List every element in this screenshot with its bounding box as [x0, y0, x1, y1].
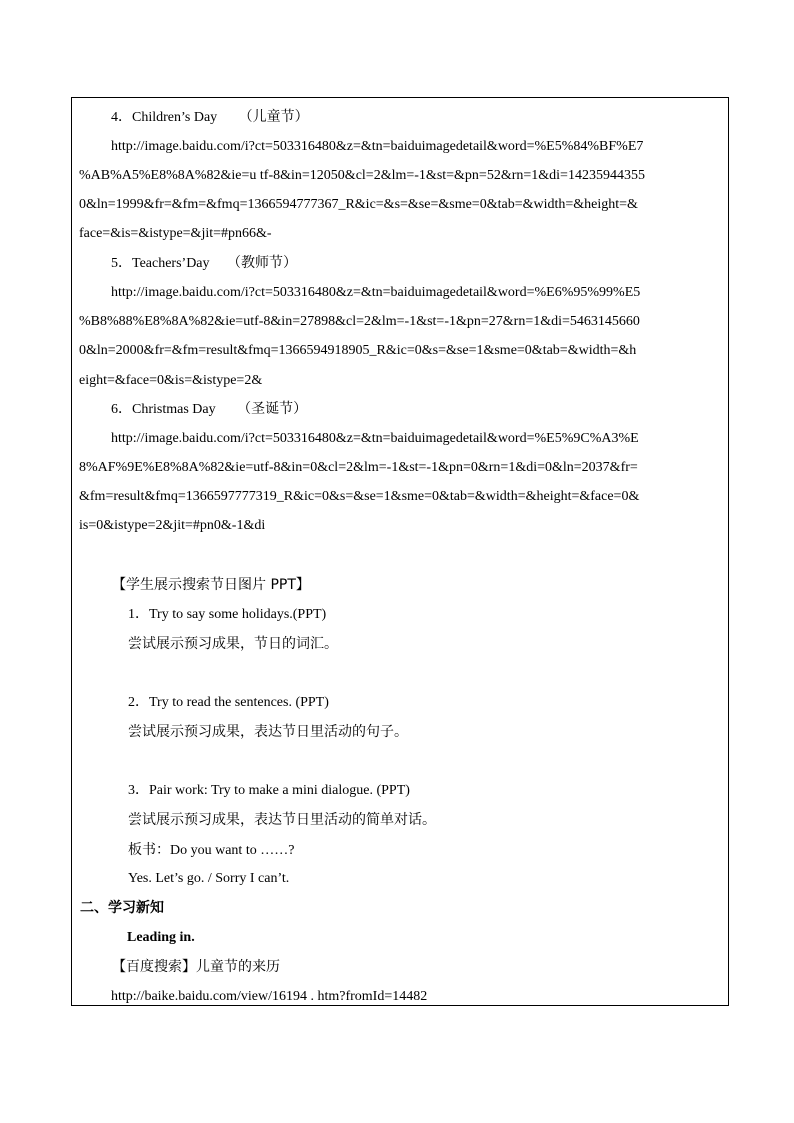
holiday-cn: （儿童节）	[238, 109, 309, 125]
holiday-cn: （圣诞节）	[237, 401, 308, 417]
board-label: 板书：	[128, 842, 170, 858]
holiday-heading	[111, 400, 307, 419]
url-line[interactable]: %AB%A5%E8%8A%82&ie=u tf-8&in=12050&cl=2&lm=-1&st=&pn=52&rn=1&di=14235944355	[79, 168, 645, 183]
url-line[interactable]: http://image.baidu.com/i?ct=503316480&z=&tn=baiduimagedetail&word=%E6%95%99%E5	[111, 285, 641, 300]
student-section-title: 【学生展示搜索节日图片 PPT】	[112, 577, 310, 593]
url-line[interactable]: http://image.baidu.com/i?ct=503316480&z=&tn=baiduimagedetail&word=%E5%9C%A3%E	[111, 431, 639, 446]
leading-in: Leading in.	[127, 930, 195, 945]
baidu-label: 【百度搜索】	[112, 959, 196, 975]
activity-cn: 尝试展示预习成果，表达节日里活动的简单对话。	[128, 812, 436, 828]
activity-cn: 尝试展示预习成果，表达节日里活动的句子。	[128, 724, 408, 740]
activity-en: 1．Try to say some holidays.(PPT)	[128, 607, 327, 622]
url-line[interactable]: http://image.baidu.com/i?ct=503316480&z=&tn=baiduimagedetail&word=%E5%84%BF%E7	[111, 139, 644, 154]
activity-en: 3．Pair work: Try to make a mini dialogue. (PPT)	[128, 783, 410, 798]
holiday-heading	[111, 108, 309, 127]
baidu-search-line	[112, 958, 280, 976]
board-text: Do you want to ……?	[170, 843, 295, 858]
activity-cn: 尝试展示预习成果，节日的词汇。	[128, 636, 338, 652]
url-line[interactable]: eight=&face=0&is=&istype=2&	[79, 373, 263, 388]
url-line[interactable]: &fm=result&fmq=1366597777319_R&ic=0&s=&se=1&sme=0&tab=&width=&height=&face=0&	[79, 489, 640, 504]
board-note	[128, 841, 294, 860]
board-reply: Yes. Let’s go. / Sorry I can’t.	[128, 871, 290, 886]
baidu-text: 儿童节的来历	[196, 959, 280, 975]
section-title: 二、学习新知	[80, 900, 164, 916]
holiday-heading	[111, 254, 297, 273]
baike-url[interactable]: http://baike.baidu.com/view/16194 . htm?fromId=14482	[111, 989, 428, 1004]
holiday-title: 4．Children’s Day	[111, 110, 218, 125]
holiday-cn: （教师节）	[227, 255, 298, 271]
holiday-title: 6．Christmas Day	[111, 402, 216, 417]
url-line[interactable]: face=&is=&istype=&jit=#pn66&-	[79, 226, 272, 241]
holiday-title: 5．Teachers’Day	[111, 256, 210, 271]
url-line[interactable]: %B8%88%E8%8A%82&ie=utf-8&in=27898&cl=2&lm=-1&st=-1&pn=27&rn=1&di=5463145660	[79, 314, 640, 329]
activity-en: 2．Try to read the sentences. (PPT)	[128, 695, 329, 710]
url-line[interactable]: 8%AF%9E%E8%8A%82&ie=utf-8&in=0&cl=2&lm=-1&st=-1&pn=0&rn=1&di=0&ln=2037&fr=	[79, 460, 638, 475]
url-line[interactable]: is=0&istype=2&jit=#pn0&-1&di	[79, 518, 266, 533]
url-line[interactable]: 0&ln=1999&fr=&fm=&fmq=1366594777367_R&ic=&s=&se=&sme=0&tab=&width=&height=&	[79, 197, 638, 212]
url-line[interactable]: 0&ln=2000&fr=&fm=result&fmq=1366594918905_R&ic=0&s=&se=1&sme=0&tab=&width=&h	[79, 343, 637, 358]
